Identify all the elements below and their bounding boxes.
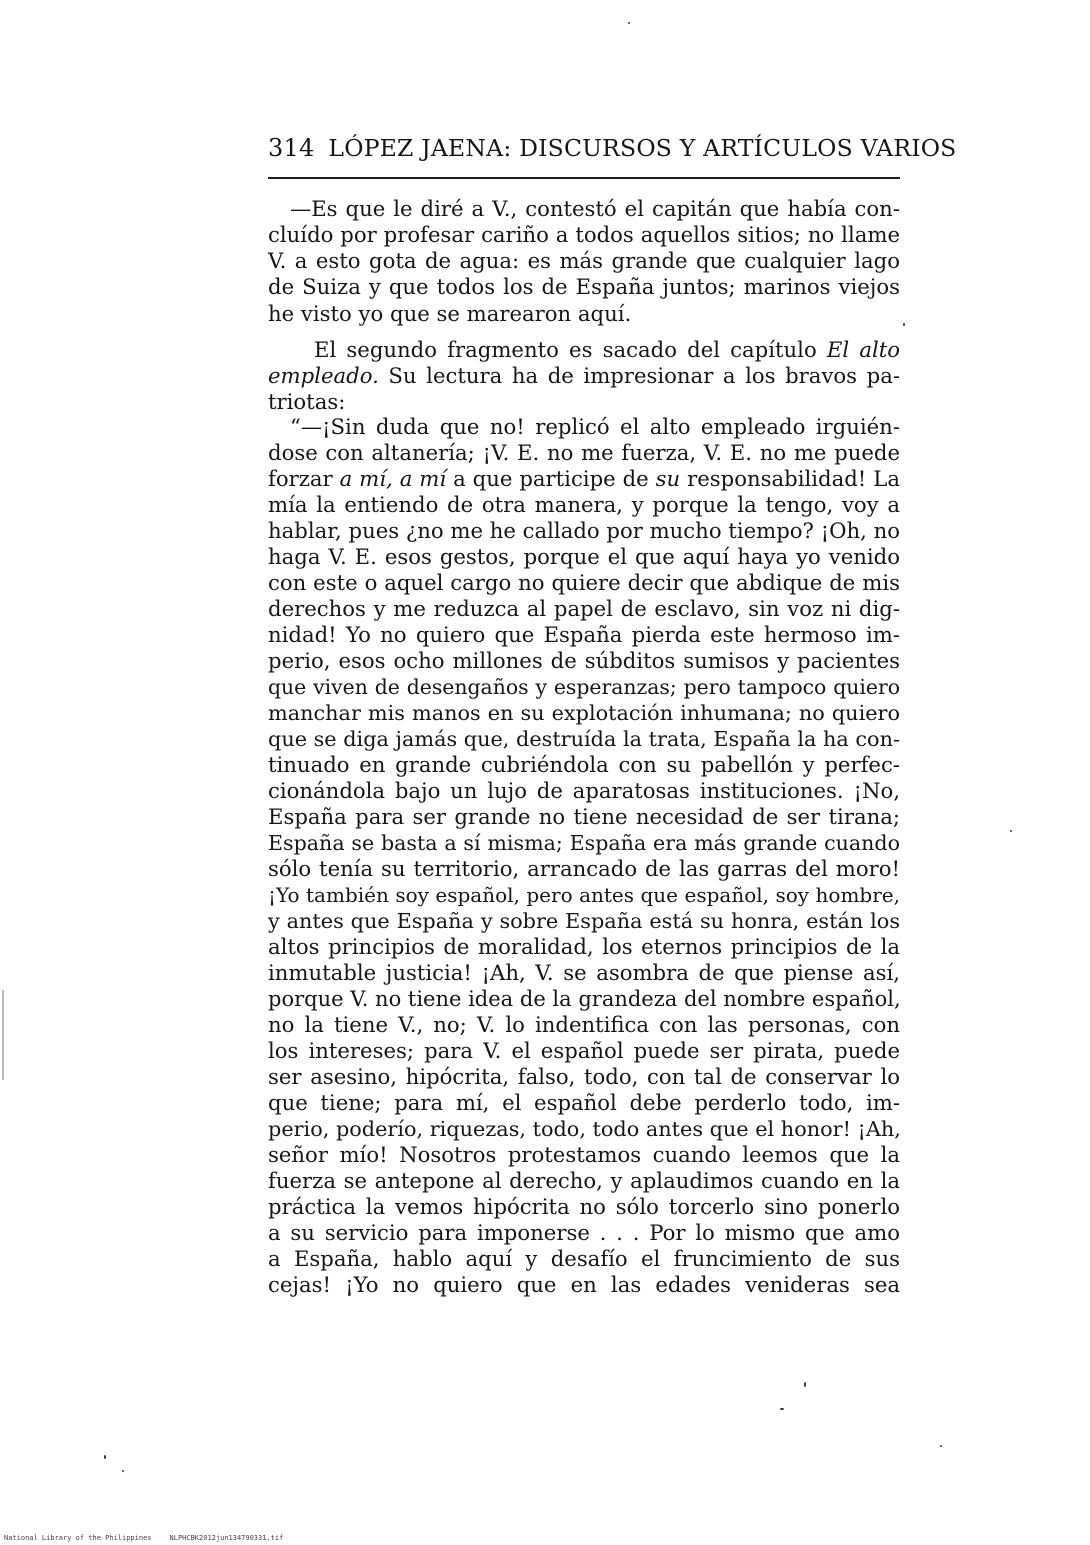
text-line: —Es que le diré a V., contestó el capitán que había con- — [290, 196, 900, 221]
text-line: ¡Yo también soy español, pero antes que español, soy hombre, — [268, 883, 900, 907]
text-line: de Suiza y que todos los de España juntos; marinos viejos — [268, 274, 900, 299]
text-line: porque V. no tiene idea de la grandeza del nombre español, — [268, 987, 901, 1011]
text-line: España para ser grande no tiene necesidad de ser tirana; — [268, 804, 900, 829]
text-line: mía la entiendo de otra manera, y porque la tengo, voy a — [268, 492, 900, 517]
text-line: V. a esto gota de agua: es más grande que cualquier lago — [268, 248, 900, 273]
text-run: El segundo fragmento es sacado del capítulo — [314, 337, 817, 362]
text-line: derechos y me reduzca al papel de esclavo, sin voz ni dig- — [268, 596, 900, 621]
text-line: ser asesino, hipócrita, falso, todo, con tal de conservar lo — [268, 1064, 900, 1089]
text-line: altos principios de moralidad, los eternos principios de la — [268, 934, 900, 959]
running-header — [268, 134, 957, 170]
chapter-title-italic: empleado. — [268, 363, 379, 388]
text-line: con este o aquel cargo no quiere decir que abdique de mis — [268, 570, 900, 595]
text-line — [314, 337, 900, 363]
library-credit: National Library of the Philippines — [4, 1534, 152, 1542]
text-run: responsabilidad! La — [687, 466, 900, 491]
running-title: LÓPEZ JAENA: DISCURSOS Y ARTÍCULOS VARIOS — [328, 134, 957, 162]
scan-speck — [628, 22, 630, 24]
text-line: y antes que España y sobre España está su honra, están los — [268, 909, 900, 933]
text-line: nidad! Yo no quiero que España pierda este hermoso im- — [268, 622, 900, 647]
scan-speck — [1010, 830, 1012, 832]
text-line: haga V. E. esos gestos, porque el que aquí haya yo venido — [268, 544, 900, 569]
text-line: que tiene; para mí, el español debe perderlo todo, im- — [268, 1090, 900, 1115]
header-rule — [268, 177, 900, 179]
italic-emphasis: a mí, a mí — [339, 466, 447, 491]
text-line: cionándola bajo un lujo de aparatosas instituciones. ¡No, — [268, 778, 900, 803]
text-run: Su lectura ha de impresionar a los bravos pa- — [388, 363, 900, 388]
text-line: a su servicio para imponerse . . . Por lo mismo que amo — [268, 1220, 900, 1245]
scan-edge — [2, 990, 4, 1080]
scan-speck — [804, 1382, 806, 1387]
text-line: tinuado en grande cubriéndola con su pabellón y perfec- — [268, 752, 900, 777]
page-number: 314 — [268, 134, 315, 162]
text-line: cejas! ¡Yo no quiero que en las edades venideras sea — [268, 1272, 900, 1297]
text-line: perio, poderío, riquezas, todo, todo antes que el honor! ¡Ah, — [268, 1117, 901, 1141]
text-line: sólo tenía su territorio, arrancado de las garras del moro! — [268, 856, 900, 881]
text-line: España se basta a sí misma; España era más grande cuando — [268, 831, 900, 855]
text-line: fuerza se antepone al derecho, y aplaudimos cuando en la — [268, 1168, 900, 1193]
text-run: a que participe de — [453, 466, 649, 491]
chapter-title-italic: El alto — [826, 337, 900, 362]
text-line: a España, hablo aquí y desafío el fruncimiento de sus — [268, 1246, 900, 1271]
text-line: “—¡Sin duda que no! replicó el alto empleado irguién- — [290, 414, 900, 439]
text-line: señor mío! Nosotros protestamos cuando leemos que la — [268, 1142, 900, 1167]
text-line: manchar mis manos en su explotación inhumana; no quiero — [268, 701, 900, 725]
scan-speck — [104, 1455, 106, 1459]
text-line: los intereses; para V. el español puede ser pirata, puede — [268, 1038, 900, 1063]
scan-speck — [780, 1408, 784, 1410]
text-line: hablar, pues ¿no me he callado por mucho tiempo? ¡Oh, no — [268, 518, 901, 543]
text-line: cluído por profesar cariño a todos aquellos sitios; no llame — [268, 222, 900, 247]
italic-emphasis: su — [655, 466, 681, 491]
text-line: práctica la vemos hipócrita no sólo torcerlo sino ponerlo — [268, 1194, 900, 1219]
text-run: forzar — [268, 466, 333, 491]
text-line: inmutable justicia! ¡Ah, V. se asombra de que piense así, — [268, 960, 900, 985]
scan-footer — [4, 1534, 301, 1542]
text-line: que se diga jamás que, destruída la trata, España la ha con- — [268, 727, 900, 751]
text-line: he visto yo que se marearon aquí. — [268, 301, 632, 326]
scan-speck — [903, 323, 905, 326]
text-line: triotas: — [268, 389, 346, 414]
text-line — [268, 363, 900, 389]
scan-id: NLPHCBK2012jun134790331.tif — [169, 1534, 284, 1542]
text-line: no la tiene V., no; V. lo indentifica con las personas, con — [268, 1012, 900, 1037]
text-line: dose con altanería; ¡V. E. no me fuerza, V. E. no me puede — [268, 440, 900, 465]
text-line: perio, esos ocho millones de súbditos sumisos y pacientes — [268, 648, 900, 673]
text-line — [268, 466, 900, 492]
scan-speck — [122, 1470, 124, 1472]
text-line: que viven de desengaños y esperanzas; pero tampoco quiero — [268, 675, 900, 699]
scan-speck — [940, 1445, 942, 1447]
